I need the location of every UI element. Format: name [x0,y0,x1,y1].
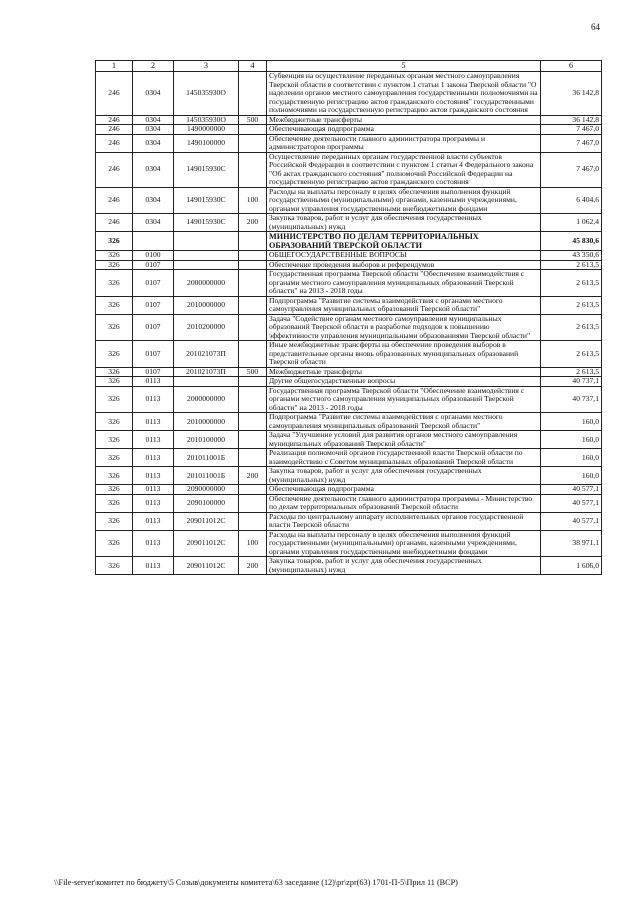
target-article-cell: 2000000000 [174,386,239,413]
target-article-cell: 201011001Б [174,449,239,467]
description-cell: Государственная программа Тверской области "Обеспечение взаимодействия с органами местного самоуправления муниципальных образований Тверской области" на 2013 - 2018 годы [267,270,541,297]
target-article-cell: 145035930О [174,72,239,116]
amount-cell: 2 613,5 [541,341,602,368]
section-code-cell: 0100 [133,251,174,261]
chapter-code-cell: 246 [96,152,133,187]
target-article-cell: 209011012С [174,512,239,530]
expense-type-cell [239,341,267,368]
section-code-cell: 0304 [133,214,174,232]
amount-cell: 7 467,0 [541,134,602,152]
description-cell: Закупка товаров, работ и услуг для обеспечения государственных (муниципальных) нужд [267,557,541,575]
expense-type-cell [239,431,267,449]
table-row [96,467,602,485]
expense-type-cell: 200 [239,467,267,485]
section-code-cell: 0107 [133,296,174,314]
target-article-cell: 2010000000 [174,296,239,314]
chapter-code-cell: 326 [96,341,133,368]
target-article-cell: 201021073П [174,367,239,377]
header-cell: 3 [174,61,239,72]
amount-cell: 7 467,0 [541,152,602,187]
amount-cell: 2 613,5 [541,367,602,377]
header-cell: 6 [541,61,602,72]
table-row [96,377,602,387]
target-article-cell: 201021073П [174,341,239,368]
amount-cell: 160,0 [541,431,602,449]
chapter-code-cell: 326 [96,260,133,270]
chapter-code-cell: 326 [96,386,133,413]
amount-cell: 36 142,8 [541,115,602,125]
expense-type-cell [239,296,267,314]
chapter-code-cell: 326 [96,251,133,261]
section-code-cell: 0107 [133,270,174,297]
description-cell: Реализация полномочий органов государственной власти Тверской области по взаимодействию с Советом муниципальных образований Тверской области [267,449,541,467]
target-article-cell: 1490100000 [174,134,239,152]
amount-cell: 160,0 [541,413,602,431]
target-article-cell: 145035930О [174,115,239,125]
section-code-cell [133,232,174,251]
target-article-cell: 2010000000 [174,413,239,431]
table-row [96,512,602,530]
amount-cell: 43 350,6 [541,251,602,261]
table-row [96,367,602,377]
chapter-code-cell: 246 [96,134,133,152]
section-code-cell: 0107 [133,260,174,270]
section-code-cell: 0113 [133,512,174,530]
section-code-cell: 0107 [133,367,174,377]
expense-type-cell [239,485,267,495]
chapter-code-cell: 326 [96,467,133,485]
description-cell: ОБЩЕГОСУДАРСТВЕННЫЕ ВОПРОСЫ [267,251,541,261]
description-cell: Расходы на выплаты персоналу в целях обеспечения выполнения функций государственными (муниципальными) органами, казенными учреждениями, органами управления государственными внебюджетными фондами [267,187,541,214]
description-cell: МИНИСТЕРСТВО ПО ДЕЛАМ ТЕРРИТОРИАЛЬНЫХ ОБРАЗОВАНИЙ ТВЕРСКОЙ ОБЛАСТИ [267,232,541,251]
target-article-cell: 149015930С [174,187,239,214]
table-row [96,125,602,135]
amount-cell: 2 613,5 [541,260,602,270]
table-row [96,449,602,467]
section-code-cell: 0113 [133,557,174,575]
table-row [96,413,602,431]
amount-cell: 40 737,1 [541,377,602,387]
expense-type-cell [239,512,267,530]
target-article-cell: 2010100000 [174,431,239,449]
table-row [96,260,602,270]
table-row [96,251,602,261]
table-row [96,72,602,116]
chapter-code-cell: 326 [96,270,133,297]
expense-type-cell [239,413,267,431]
amount-cell: 40 577,1 [541,485,602,495]
section-code-cell: 0113 [133,431,174,449]
table-row [96,530,602,557]
target-article-cell: 209011012С [174,530,239,557]
amount-cell: 2 613,5 [541,314,602,341]
expense-type-cell [239,386,267,413]
section-code-cell: 0113 [133,467,174,485]
chapter-code-cell: 326 [96,557,133,575]
expense-type-cell [239,251,267,261]
section-code-cell: 0113 [133,494,174,512]
chapter-code-cell: 326 [96,431,133,449]
chapter-code-cell: 246 [96,214,133,232]
table-row [96,115,602,125]
expense-type-cell [239,72,267,116]
target-article-cell [174,251,239,261]
target-article-cell [174,232,239,251]
description-cell: Задача "Содействие органам местного самоуправления муниципальных образований Тверской области в разработке подходов к повышению эффективности управления муниципальными образованиями Тверской области" [267,314,541,341]
header-cell: 2 [133,61,174,72]
table-row [96,187,602,214]
target-article-cell: 149015930С [174,152,239,187]
expense-type-cell [239,377,267,387]
chapter-code-cell: 326 [96,485,133,495]
header-cell: 1 [96,61,133,72]
budget-table-body [96,61,602,575]
expense-type-cell [239,152,267,187]
description-cell: Обеспечение деятельности главного администратора программы и администраторов программы [267,134,541,152]
description-cell: Обеспечение проведения выборов и референдумов [267,260,541,270]
table-row [96,314,602,341]
amount-cell: 7 467,0 [541,125,602,135]
amount-cell: 36 142,8 [541,72,602,116]
target-article-cell: 2000000000 [174,270,239,297]
section-code-cell: 0304 [133,72,174,116]
expense-type-cell: 100 [239,187,267,214]
chapter-code-cell: 326 [96,314,133,341]
header-cell: 4 [239,61,267,72]
expense-type-cell: 100 [239,530,267,557]
chapter-code-cell: 246 [96,125,133,135]
expense-type-cell [239,260,267,270]
table-row [96,341,602,368]
description-cell: Осуществление переданных органам государственной власти субъектов Российской Федерации в соответствии с пунктом 1 статьи 4 Федерального закона "Об актах гражданского состояния" полномочий Российской Федерации на государственную регистрацию актов гражданского состояния [267,152,541,187]
section-code-cell: 0107 [133,341,174,368]
description-cell: Расходы по центральному аппарату исполнительных органов государственной власти Тверской области [267,512,541,530]
section-code-cell: 0304 [133,115,174,125]
table-row [96,485,602,495]
header-cell: 5 [267,61,541,72]
expense-type-cell [239,232,267,251]
section-code-cell: 0304 [133,152,174,187]
section-code-cell: 0113 [133,386,174,413]
section-code-cell: 0113 [133,377,174,387]
description-cell: Иные межбюджетные трансферты на обеспечение проведения выборов в представительные органы вновь образованных муниципальных образований Тверской области [267,341,541,368]
page-number: 64 [591,22,600,32]
table-row [96,152,602,187]
target-article-cell [174,260,239,270]
amount-cell: 160,0 [541,467,602,485]
amount-cell: 1 606,0 [541,557,602,575]
target-article-cell: 209011012С [174,557,239,575]
section-code-cell: 0113 [133,449,174,467]
chapter-code-cell: 326 [96,232,133,251]
expense-type-cell [239,125,267,135]
description-cell: Подпрограмма "Развитие системы взаимодействия с органами местного самоуправления муниципальных образований Тверской области" [267,413,541,431]
chapter-code-cell: 326 [96,494,133,512]
target-article-cell: 201011001Б [174,467,239,485]
amount-cell: 2 613,5 [541,270,602,297]
description-cell: Субвенция на осуществление переданных органам местного самоуправления Тверской области в соответствии с пунктом 1 статьи 1 закона Тверской области "О наделении органов местного самоуправления государственными полномочиями на государственную регистрацию актов гражданского состояния" государственными полномочиями на государственную регистрацию актов гражданского состояния [267,72,541,116]
file-path-footer: \\File-server\комитет по бюджету\5 Созыв\документы комитета\63 заседание (12)\pr\zpr(63) 1701-П-5\Прил 11 (ВСР) [54,878,458,887]
amount-cell: 38 971,1 [541,530,602,557]
description-cell: Подпрограмма "Развитие системы взаимодействия с органами местного самоуправления муниципальных образований Тверской области" [267,296,541,314]
chapter-code-cell: 326 [96,449,133,467]
amount-cell: 40 577,1 [541,494,602,512]
chapter-code-cell: 326 [96,512,133,530]
amount-cell: 40 737,1 [541,386,602,413]
amount-cell: 6 404,6 [541,187,602,214]
chapter-code-cell: 326 [96,296,133,314]
description-cell: Другие общегосударственные вопросы [267,377,541,387]
target-article-cell: 149015930С [174,214,239,232]
description-cell: Государственная программа Тверской области "Обеспечение взаимодействия с органами местного самоуправления муниципальных образований Тверской области" на 2013 - 2018 годы [267,386,541,413]
expense-type-cell: 500 [239,115,267,125]
chapter-code-cell: 326 [96,367,133,377]
description-cell: Расходы на выплаты персоналу в целях обеспечения выполнения функций государственными (муниципальными) органами, казенными учреждениями, органами управления государственными внебюджетными фондами [267,530,541,557]
description-cell: Обеспечивающая подпрограмма [267,125,541,135]
description-cell: Задача "Улучшение условий для развития органов местного самоуправления муниципальных образований Тверской области" [267,431,541,449]
section-code-cell: 0113 [133,485,174,495]
description-cell: Обеспечение деятельности главного администратора программы - Министерство по делам территориальных образований Тверской области [267,494,541,512]
section-code-cell: 0304 [133,134,174,152]
section-code-cell: 0113 [133,530,174,557]
description-cell: Межбюджетные трансферты [267,367,541,377]
target-article-cell: 1490000000 [174,125,239,135]
amount-cell: 45 830,6 [541,232,602,251]
expense-type-cell: 200 [239,214,267,232]
expense-type-cell [239,314,267,341]
target-article-cell: 2090000000 [174,485,239,495]
chapter-code-cell: 326 [96,530,133,557]
section-code-cell: 0113 [133,413,174,431]
table-row [96,386,602,413]
section-code-cell: 0304 [133,187,174,214]
expense-type-cell [239,134,267,152]
table-row [96,557,602,575]
target-article-cell [174,377,239,387]
expense-type-cell: 500 [239,367,267,377]
amount-cell: 1 062,4 [541,214,602,232]
expense-type-cell [239,494,267,512]
chapter-code-cell: 326 [96,377,133,387]
amount-cell: 160,0 [541,449,602,467]
chapter-code-cell: 246 [96,72,133,116]
chapter-code-cell: 326 [96,413,133,431]
description-cell: Закупка товаров, работ и услуг для обеспечения государственных (муниципальных) нужд [267,214,541,232]
expense-type-cell [239,449,267,467]
table-row [96,214,602,232]
table-row [96,296,602,314]
table-row [96,431,602,449]
chapter-code-cell: 246 [96,115,133,125]
table-row [96,494,602,512]
expense-type-cell [239,270,267,297]
amount-cell: 2 613,5 [541,296,602,314]
amount-cell: 40 577,1 [541,512,602,530]
description-cell: Межбюджетные трансферты [267,115,541,125]
table-row [96,270,602,297]
table-header-row [96,61,602,72]
budget-table [95,60,602,575]
section-code-cell: 0107 [133,314,174,341]
chapter-code-cell: 246 [96,187,133,214]
section-code-cell: 0304 [133,125,174,135]
expense-type-cell: 200 [239,557,267,575]
description-cell: Закупка товаров, работ и услуг для обеспечения государственных (муниципальных) нужд [267,467,541,485]
description-cell: Обеспечивающая подпрограмма [267,485,541,495]
target-article-cell: 2090100000 [174,494,239,512]
target-article-cell: 2010200000 [174,314,239,341]
table-row [96,134,602,152]
table-row [96,232,602,251]
